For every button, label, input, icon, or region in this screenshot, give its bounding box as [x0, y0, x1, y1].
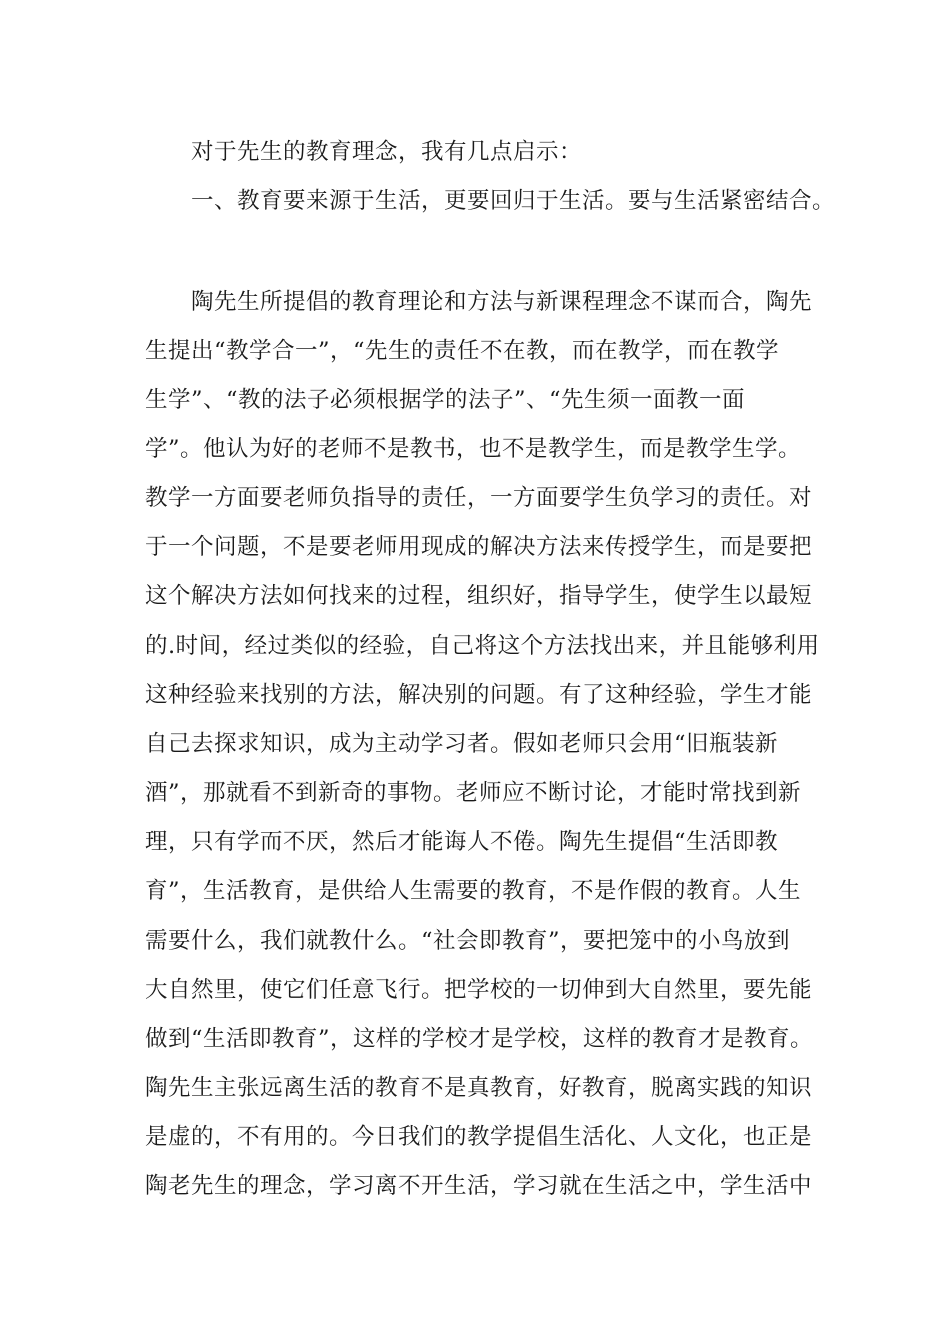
paragraph-line-13: 育”，生活教育，是供给人生需要的教育，不是作假的教育。人生 [145, 878, 802, 904]
paragraph-line-18: 是虚的，不有用的。今日我们的教学提倡生活化、人文化，也正是 [145, 1124, 813, 1150]
paragraph-line-1: 陶先生所提倡的教育理论和方法与新课程理念不谋而合，陶先 [191, 289, 813, 315]
paragraph-line-16: 做到“生活即教育”，这样的学校才是学校，这样的教育才是教育。 [145, 1026, 814, 1052]
point-one-heading: 一、教育要来源于生活，更要回归于生活。要与生活紧密结合。 [191, 188, 836, 214]
paragraph-line-17: 陶先生主张远离生活的教育不是真教育，好教育，脱离实践的知识 [145, 1075, 813, 1101]
paragraph-line-9: 这种经验来找别的方法，解决别的问题。有了这种经验，学生才能 [145, 682, 813, 708]
paragraph-line-8: 的.时间，经过类似的经验，自己将这个方法找出来，并且能够利用 [145, 633, 820, 659]
paragraph-line-11: 酒”，那就看不到新奇的事物。老师应不断讨论，才能时常找到新 [145, 780, 802, 806]
paragraph-line-5: 教学一方面要老师负指导的责任，一方面要学生负学习的责任。对 [145, 485, 813, 511]
intro-line: 对于先生的教育理念，我有几点启示： [191, 139, 583, 165]
paragraph-line-4: 学”。他认为好的老师不是教书，也不是教学生，而是教学生学。 [145, 436, 802, 462]
paragraph-line-7: 这个解决方法如何找来的过程，组织好，指导学生，使学生以最短 [145, 583, 813, 609]
paragraph-line-15: 大自然里，使它们任意飞行。把学校的一切伸到大自然里，要先能 [145, 977, 813, 1003]
paragraph-line-14: 需要什么，我们就教什么。“社会即教育”，要把笼中的小鸟放到 [145, 928, 791, 954]
paragraph-line-6: 于一个问题，不是要老师用现成的解决方法来传授学生，而是要把 [145, 534, 813, 560]
paragraph-line-10: 自己去探求知识，成为主动学习者。假如老师只会用“旧瓶装新 [145, 731, 779, 757]
paragraph-line-12: 理，只有学而不厌，然后才能诲人不倦。陶先生提倡“生活即教 [145, 829, 779, 855]
paragraph-line-19: 陶老先生的理念，学习离不开生活，学习就在生活之中，学生活中 [145, 1173, 813, 1199]
paragraph-line-3: 生学”、“教的法子必须根据学的法子”、“先生须一面教一面 [145, 387, 746, 413]
paragraph-line-2: 生提出“教学合一”，“先生的责任不在教，而在教学，而在教学 [145, 338, 780, 364]
